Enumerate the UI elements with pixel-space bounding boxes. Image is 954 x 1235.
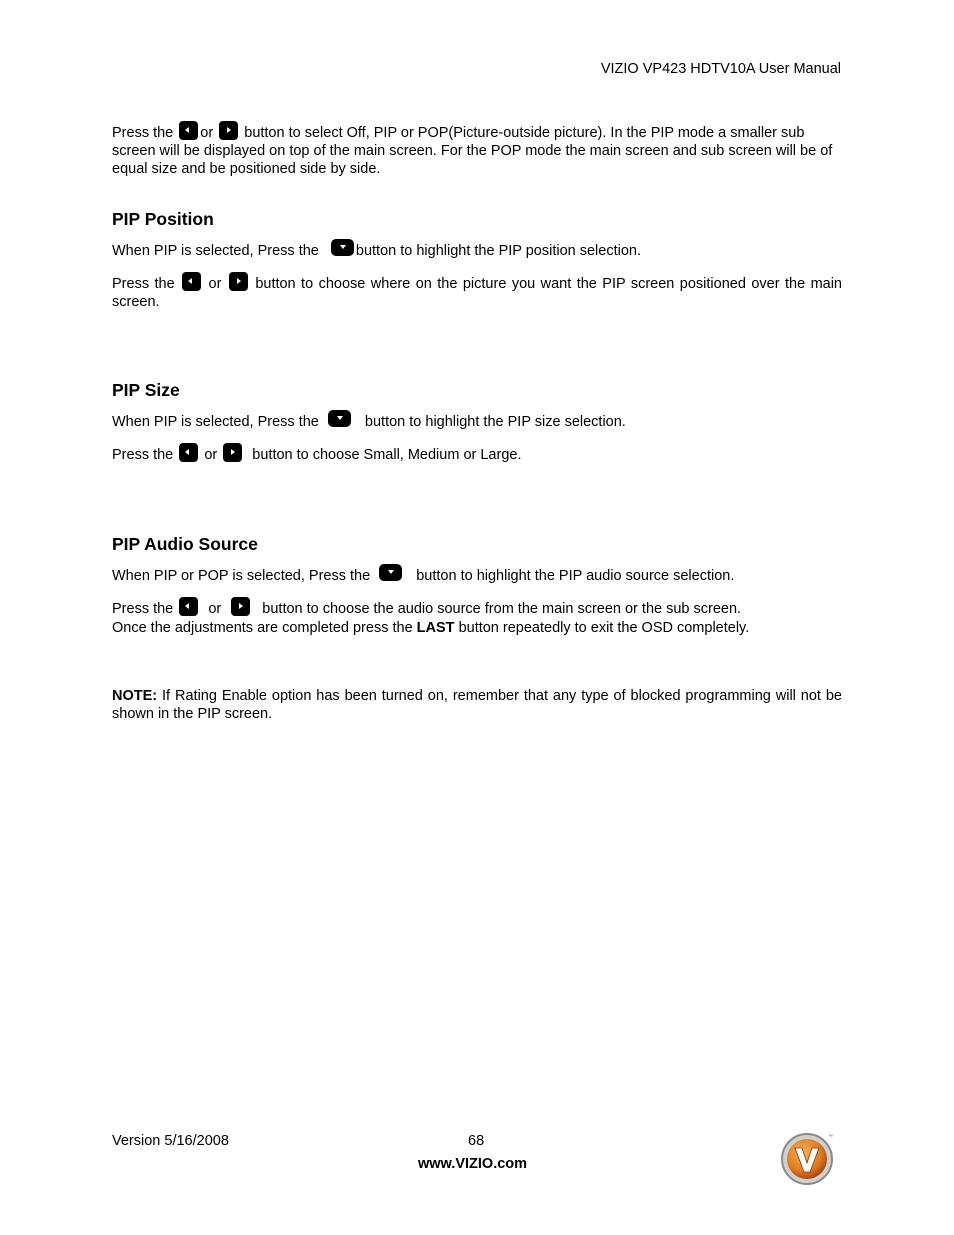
right-arrow-button-icon	[231, 597, 250, 616]
version-text: Version 5/16/2008	[112, 1133, 229, 1149]
svg-text:™: ™	[828, 1134, 833, 1140]
note-paragraph: NOTE: If Rating Enable option has been turned on, remember that any type of blocked programming will not be shown in the PIP screen.	[112, 688, 842, 722]
left-arrow-button-icon	[179, 121, 198, 140]
note-label: NOTE:	[112, 688, 158, 704]
pip-size-line2: Press the or button to choose Small, Medium or Large.	[112, 443, 842, 464]
pip-audio-line3: Once the adjustments are completed press the LAST button repeatedly to exit the OSD completely.	[112, 620, 750, 636]
left-arrow-button-icon	[182, 272, 201, 291]
pip-audio-line1: When PIP or POP is selected, Press the button to highlight the PIP audio source selection.	[112, 564, 842, 585]
left-arrow-button-icon	[179, 443, 198, 462]
pip-audio-line2: Press the or button to choose the audio source from the main screen or the sub screen.	[112, 597, 842, 618]
manual-title: VIZIO VP423 HDTV10A User Manual	[600, 61, 841, 77]
right-arrow-button-icon	[223, 443, 242, 462]
down-arrow-button-icon	[379, 564, 402, 581]
down-arrow-button-icon	[331, 239, 354, 256]
pip-position-heading: PIP Position	[112, 209, 214, 229]
pip-audio-heading: PIP Audio Source	[112, 534, 258, 554]
pip-size-line1: When PIP is selected, Press the button to highlight the PIP size selection.	[112, 410, 842, 431]
left-arrow-button-icon	[179, 597, 198, 616]
right-arrow-button-icon	[229, 272, 248, 291]
down-arrow-button-icon	[328, 410, 351, 427]
vizio-v-logo-icon	[780, 1132, 834, 1186]
intro-paragraph: Press the or button to select Off, PIP or POP(Picture-outside picture). In the PIP mode a smaller sub screen will be displayed on top of the main screen. For the POP mode the main screen and sub screen will be of equal size and be positioned side by side.	[112, 121, 842, 178]
page-number: 68	[468, 1133, 485, 1149]
pip-position-line1: When PIP is selected, Press the button to highlight the PIP position selection.	[112, 239, 842, 260]
right-arrow-button-icon	[219, 121, 238, 140]
website-link[interactable]: www.VIZIO.com	[418, 1156, 528, 1172]
pip-size-heading: PIP Size	[112, 380, 180, 400]
pip-position-line2: Press the or button to choose where on the picture you want the PIP screen positioned over the main screen.	[112, 272, 842, 311]
